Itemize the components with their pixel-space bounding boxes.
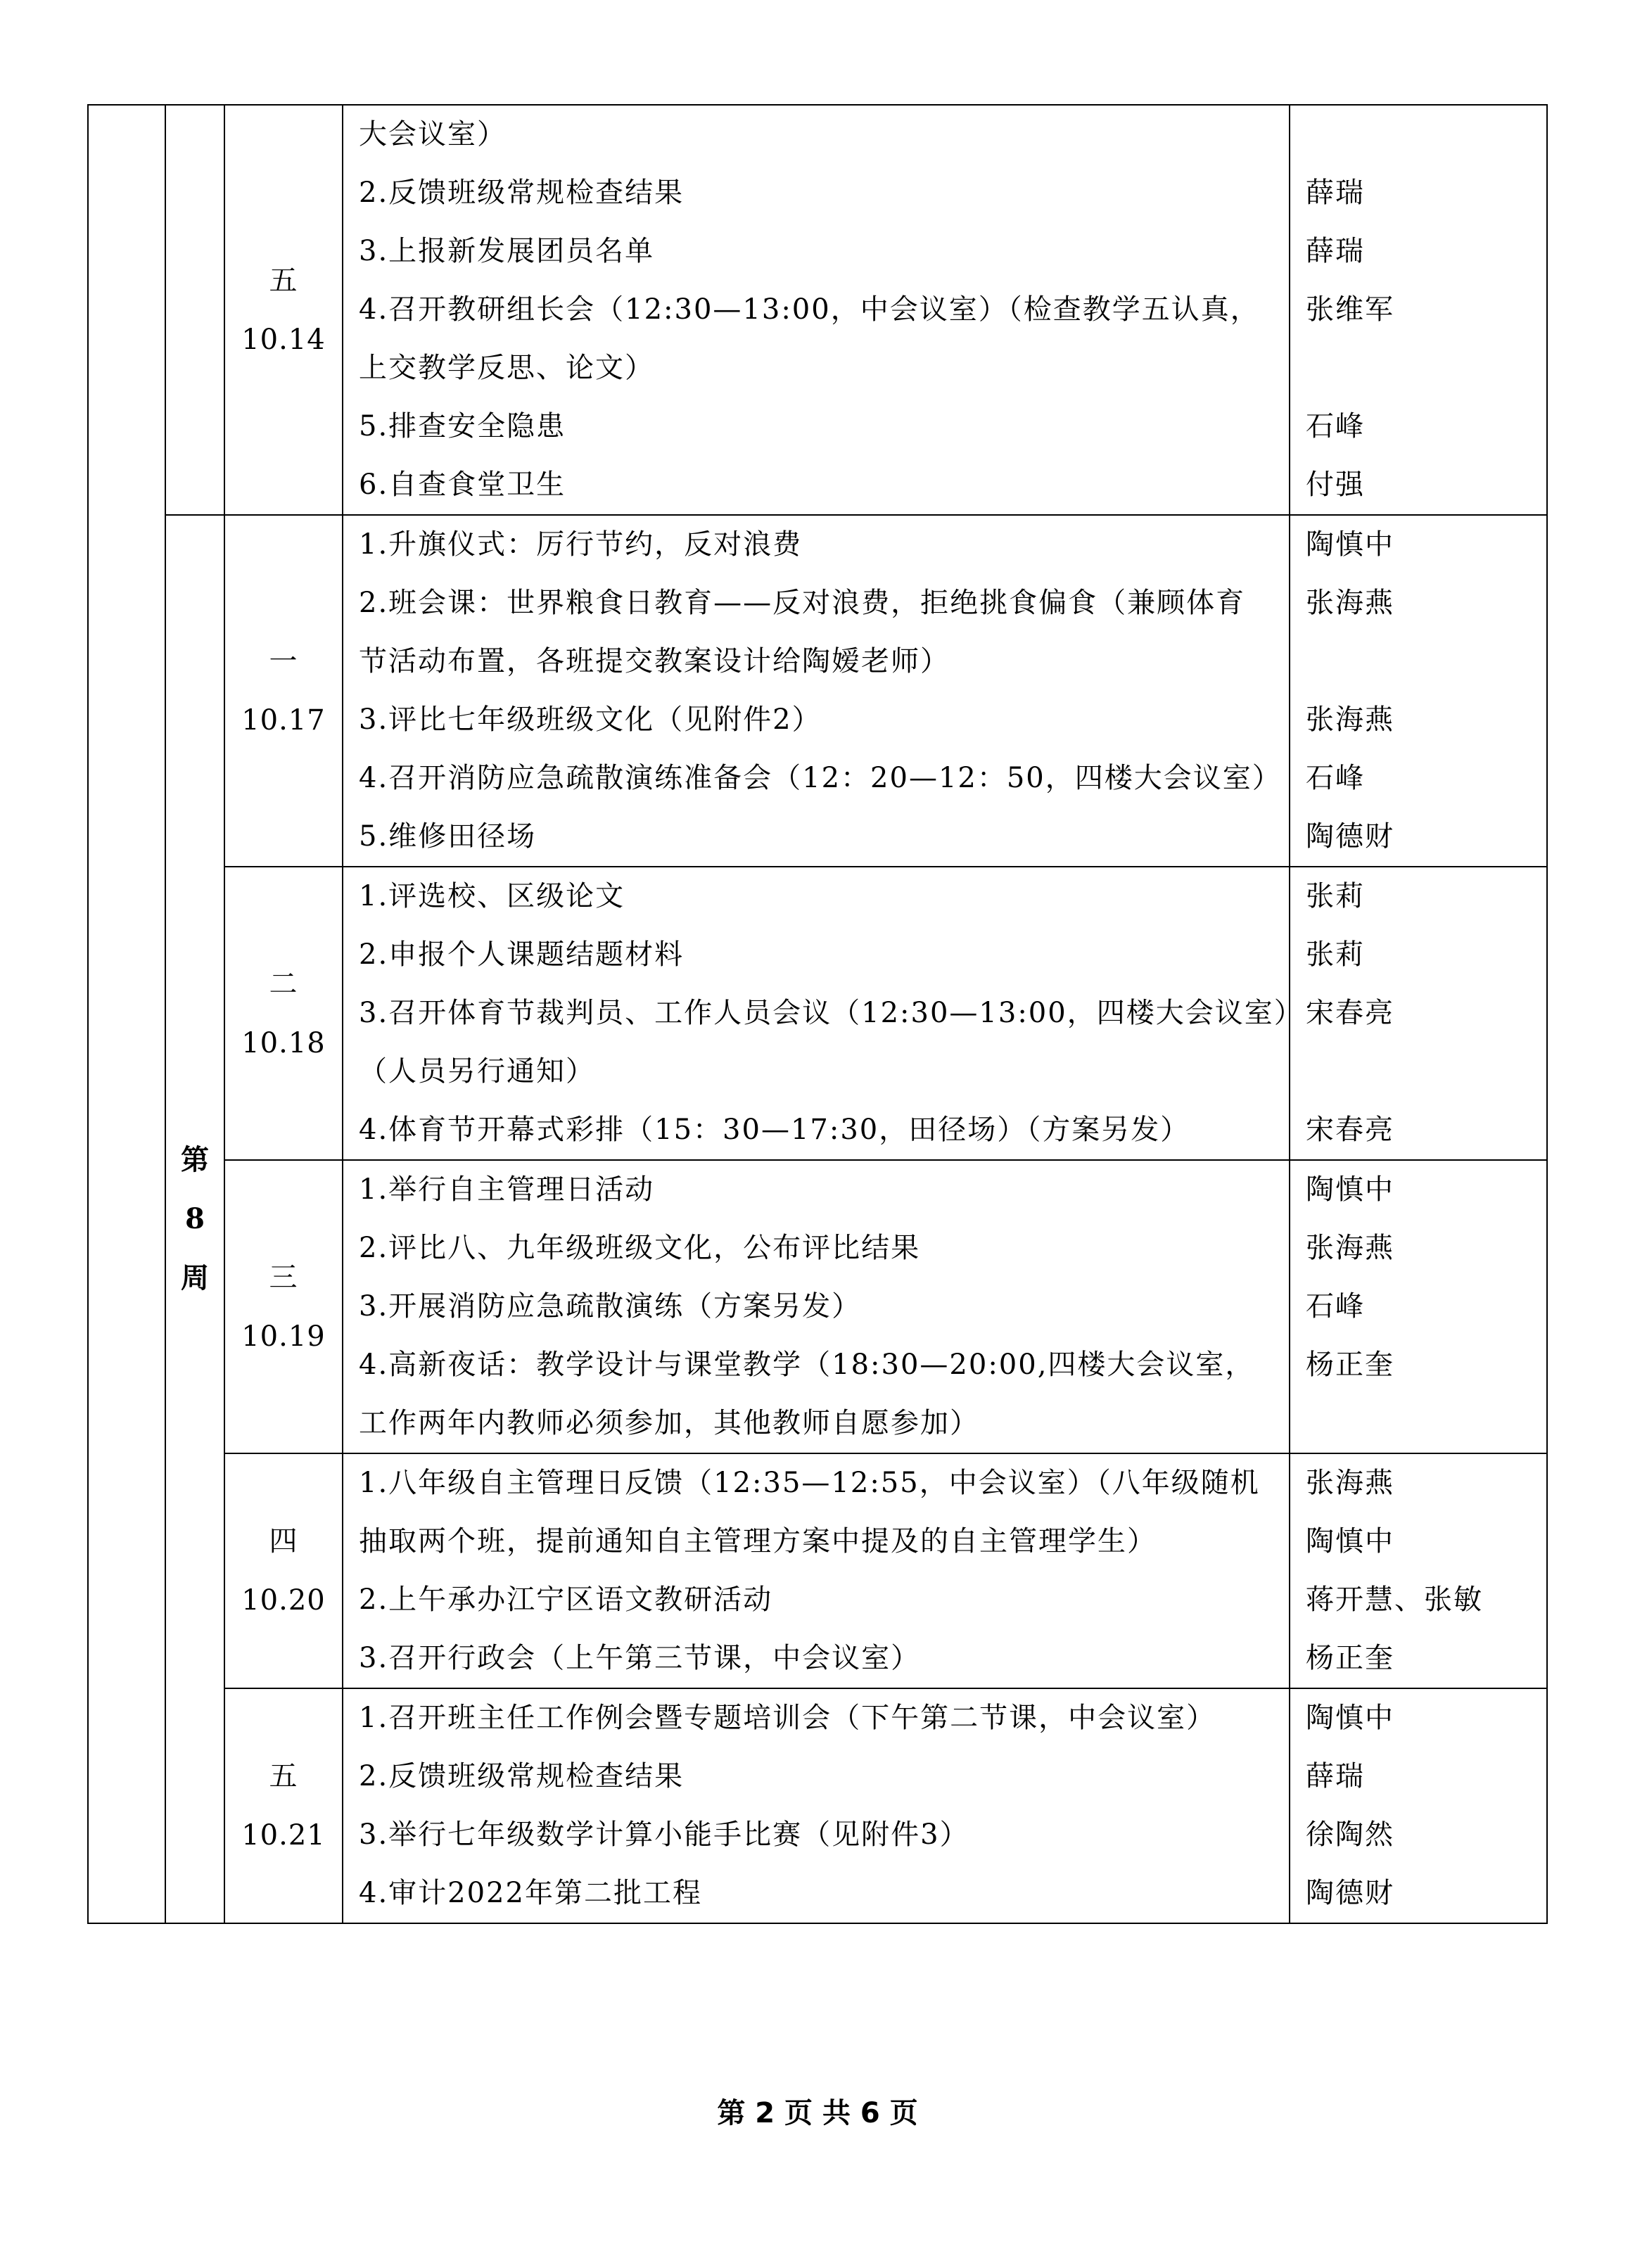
week-label-number: 8 [185, 1202, 205, 1235]
day-cell [224, 515, 343, 867]
date-label: 10.17 [241, 704, 326, 737]
owners-cell [1290, 1688, 1547, 1923]
weekday-label: 一 [269, 645, 298, 677]
day-row-wed-1019 [88, 1160, 1547, 1453]
task-line: 大会议室） [359, 118, 507, 151]
owner-name: 张莉 [1306, 880, 1365, 912]
owner-name: 张维军 [1306, 293, 1394, 326]
owner-name: 张海燕 [1306, 587, 1394, 619]
date-label: 10.14 [241, 323, 326, 356]
owner-name: 张海燕 [1306, 703, 1394, 736]
owner-name: 薛瑞 [1306, 177, 1365, 209]
owner-name: 徐陶然 [1306, 1818, 1394, 1851]
owner-name: 付强 [1306, 469, 1365, 501]
owners-cell [1290, 1453, 1547, 1688]
task-line: 工作两年内教师必须参加，其他教师自愿参加） [359, 1407, 979, 1439]
owner-name: 石峰 [1306, 410, 1365, 442]
weekday-label: 五 [269, 1760, 298, 1792]
owners-cell [1290, 515, 1547, 867]
owner-name: 杨正奎 [1306, 1642, 1394, 1674]
task-line: 4.高新夜话：教学设计与课堂教学（18:30—20:00,四楼大会议室， [359, 1349, 1255, 1381]
task-line: 抽取两个班，提前通知自主管理方案中提及的自主管理学生） [359, 1525, 1157, 1557]
owner-name: 陶德财 [1306, 1877, 1394, 1909]
owner-name [1306, 339, 1546, 397]
day-row-thu-1020 [88, 1453, 1547, 1688]
task-line: 3.评比七年级班级文化（见附件2） [359, 703, 822, 736]
tasks-cell [343, 867, 1304, 1160]
weekday-label: 三 [269, 1261, 298, 1294]
day-cell [224, 1160, 343, 1453]
owner-name: 张莉 [1306, 938, 1365, 971]
task-line: 1.评选校、区级论文 [359, 880, 625, 912]
date-label: 10.18 [241, 1026, 326, 1059]
page-number-footer: 第 2 页 共 6 页 [717, 2097, 918, 2129]
weekday-label: 二 [269, 967, 298, 1000]
task-line: 4.审计2022年第二批工程 [359, 1877, 702, 1909]
day-row-mon-1017 [88, 515, 1547, 867]
task-line: 3.召开行政会（上午第三节课，中会议室） [359, 1642, 921, 1674]
weekday-label: 四 [269, 1525, 298, 1557]
prev-week-cell [165, 105, 224, 515]
owner-name [1306, 1043, 1546, 1101]
day-row-fri-1021 [88, 1688, 1547, 1923]
task-line: 2.反馈班级常规检查结果 [359, 1760, 685, 1792]
owner-name: 张海燕 [1306, 1467, 1394, 1499]
owner-name: 张海燕 [1306, 1232, 1394, 1264]
day-cell [224, 1453, 343, 1688]
week-label-cell [165, 515, 224, 1923]
task-line: 4.体育节开幕式彩排（15：30—17:30，田径场）（方案另发） [359, 1114, 1190, 1146]
owner-name [1306, 106, 1546, 164]
task-line: 2.申报个人课题结题材料 [359, 938, 685, 971]
task-line: 2.上午承办江宁区语文教研活动 [359, 1584, 773, 1616]
task-line: 1.八年级自主管理日反馈（12:35—12:55，中会议室）（八年级随机 [359, 1467, 1260, 1499]
owners-cell [1290, 105, 1547, 515]
tasks-cell [343, 1160, 1290, 1453]
day-cell [224, 105, 343, 515]
task-line: 3.开展消防应急疏散演练（方案另发） [359, 1290, 862, 1323]
week-label-char: 周 [181, 1261, 209, 1294]
owner-name: 陶慎中 [1306, 1702, 1394, 1734]
owner-name: 宋春亮 [1306, 1114, 1394, 1146]
owner-name: 薛瑞 [1306, 235, 1365, 267]
tasks-cell [343, 515, 1290, 867]
day-cell [224, 867, 343, 1160]
task-line: 2.反馈班级常规检查结果 [359, 177, 685, 209]
owner-name: 陶慎中 [1306, 1173, 1394, 1206]
task-line: 5.维修田径场 [359, 820, 537, 853]
owner-name: 宋春亮 [1306, 997, 1394, 1029]
date-label: 10.19 [241, 1320, 326, 1353]
owner-name: 石峰 [1306, 762, 1365, 794]
task-line: （人员另行通知） [359, 1055, 595, 1088]
task-line: 2.班会课：世界粮食日教育——反对浪费，拒绝挑食偏食（兼顾体育 [359, 587, 1246, 619]
task-line: 1.举行自主管理日活动 [359, 1173, 655, 1206]
week-label-char: 第 [181, 1143, 209, 1176]
task-line: 3.上报新发展团员名单 [359, 235, 655, 267]
task-line: 4.召开教研组长会（12:30—13:00，中会议室）（检查教学五认真， [359, 293, 1260, 326]
owners-cell [1290, 1160, 1547, 1453]
date-label: 10.21 [241, 1819, 326, 1852]
task-line: 上交教学反思、论文） [359, 352, 654, 384]
task-line: 1.升旗仪式：厉行节约，反对浪费 [359, 528, 803, 561]
owner-name: 薛瑞 [1306, 1760, 1365, 1792]
task-line: 1.召开班主任工作例会暨专题培训会（下午第二节课，中会议室） [359, 1702, 1216, 1734]
task-line: 6.自查食堂卫生 [359, 469, 566, 501]
outer-blank-cell [88, 105, 165, 1923]
weekday-label: 五 [269, 264, 298, 297]
owner-name: 石峰 [1306, 1290, 1365, 1323]
task-line: 3.召开体育节裁判员、工作人员会议（12:30—13:00，四楼大会议室） [359, 997, 1304, 1029]
owner-name: 蒋开慧、张敏 [1306, 1584, 1483, 1616]
owner-name: 陶慎中 [1306, 1525, 1394, 1557]
task-line: 5.排查安全隐患 [359, 410, 566, 442]
owner-name: 杨正奎 [1306, 1349, 1394, 1381]
task-line: 3.举行七年级数学计算小能手比赛（见附件3） [359, 1818, 969, 1851]
owners-cell [1290, 867, 1547, 1160]
owner-name: 陶慎中 [1306, 528, 1394, 561]
owner-name [1306, 1394, 1546, 1453]
day-row-tue-1018 [88, 867, 1547, 1160]
owner-name [1306, 632, 1546, 691]
date-label: 10.20 [241, 1584, 326, 1617]
schedule-table [87, 104, 1548, 1924]
owner-name: 陶德财 [1306, 820, 1394, 853]
task-line: 4.召开消防应急疏散演练准备会（12：20—12：50，四楼大会议室） [359, 762, 1282, 794]
tasks-cell [343, 1688, 1290, 1923]
day-row-fri-1014 [88, 105, 1547, 515]
task-line: 节活动布置，各班提交教案设计给陶嫒老师） [359, 645, 950, 677]
day-cell [224, 1688, 343, 1923]
task-line: 2.评比八、九年级班级文化，公布评比结果 [359, 1232, 921, 1264]
tasks-cell [343, 105, 1290, 515]
tasks-cell [343, 1453, 1290, 1688]
